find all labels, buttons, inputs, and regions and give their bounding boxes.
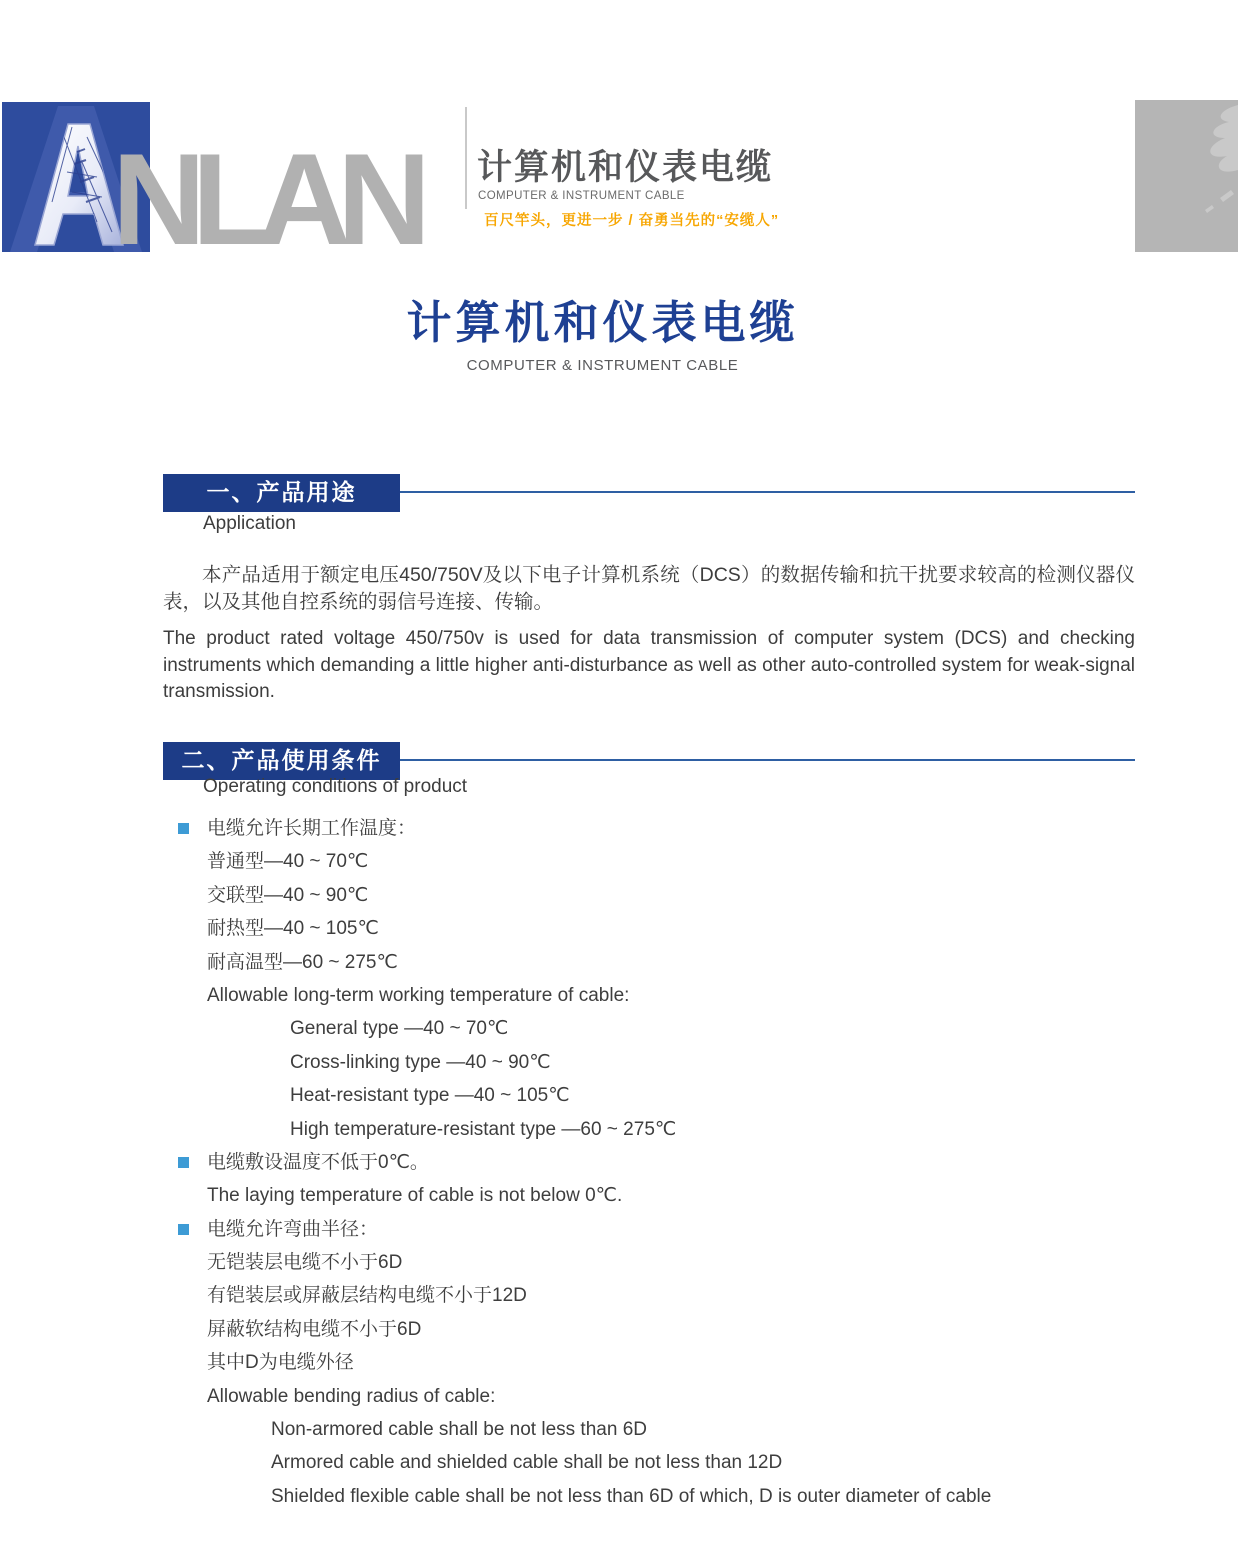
list-item — [163, 1046, 1135, 1079]
list-item — [163, 946, 1135, 979]
section-1-subheading: Application — [203, 513, 296, 534]
header-slogan: 百尺竿头，更进一步 / 奋勇当先的“安缆人” — [484, 213, 780, 229]
header-product-subtitle: COMPUTER & INSTRUMENT CABLE — [478, 190, 685, 202]
section-2-heading: 二、产品使用条件 — [163, 742, 400, 780]
list-item — [163, 1279, 1135, 1312]
list-item-text: 电缆允许长期工作温度： — [207, 818, 417, 839]
header-photo — [1135, 100, 1238, 252]
list-item-text: 屏蔽软结构电缆不小于6D — [207, 1318, 422, 1340]
bullet-square-icon — [178, 1224, 189, 1235]
list-item-text: Non-armored cable shall be not less than 6D — [271, 1419, 647, 1441]
application-paragraph-cn: 本产品适用于额定电压450/750V及以下电子计算机系统（DCS）的数据传输和抗干扰要求较高的检测仪器仪表，以及其他自控系统的弱信号连接、传输。 — [163, 564, 1135, 613]
list-item-text: Allowable long-term working temperature of cable: — [207, 984, 630, 1006]
application-paragraph-en: The product rated voltage 450/750v is used for data transmission of computer system (DCS) and checking instruments which demanding a little higher anti-disturbance as well as other auto-controlled system for weak-signal transmission. — [163, 628, 1135, 703]
list-item — [163, 1346, 1135, 1379]
list-item-text: 耐热型—40 ~ 105℃ — [207, 918, 379, 940]
list-item — [163, 1146, 1135, 1179]
section-operating-conditions — [163, 742, 1135, 1547]
section-heading-bar — [163, 474, 1135, 512]
list-item — [163, 1480, 1135, 1513]
section-2-subheading: Operating conditions of product — [203, 776, 468, 797]
bullet-square-icon — [178, 1157, 189, 1168]
section-1-heading: 一、产品用途 — [163, 474, 400, 512]
page-title: 计算机和仪表电缆 — [406, 297, 799, 348]
list-item — [163, 1313, 1135, 1346]
conditions-list — [163, 812, 1135, 1513]
list-item-text: Armored cable and shielded cable shall be not less than 12D — [271, 1452, 783, 1474]
section-application — [163, 474, 1135, 742]
list-item — [163, 912, 1135, 945]
list-item — [163, 1012, 1135, 1045]
list-item — [163, 1213, 1135, 1246]
list-item-text: 其中D为电缆外径 — [207, 1352, 354, 1374]
header-divider — [465, 107, 467, 209]
list-item-text: Heat-resistant type —40 ~ 105℃ — [290, 1085, 570, 1107]
heading-rule — [400, 759, 1135, 761]
list-item-text: High temperature-resistant type —60 ~ 275℃ — [290, 1118, 677, 1140]
heading-rule — [400, 491, 1135, 493]
list-item — [163, 845, 1135, 878]
page-subtitle: COMPUTER & INSTRUMENT CABLE — [466, 357, 739, 374]
anlan-wordmark: NLAN — [112, 126, 418, 272]
list-item-text: 无铠装层电缆不小于6D — [207, 1252, 403, 1274]
bullet-square-icon — [178, 823, 189, 834]
list-item — [163, 1380, 1135, 1413]
list-item-text: 普通型—40 ~ 70℃ — [207, 851, 369, 873]
list-item — [163, 1413, 1135, 1446]
list-item-text: 电缆敷设温度不低于0℃。 — [207, 1151, 429, 1173]
leaf-branch-icon — [1135, 100, 1238, 252]
list-item — [163, 879, 1135, 912]
list-item-text: 耐高温型—60 ~ 275℃ — [207, 951, 398, 973]
list-item-text: 电缆允许弯曲半径： — [207, 1218, 379, 1240]
list-item-text: Cross-linking type —40 ~ 90℃ — [290, 1051, 551, 1073]
list-item — [163, 1079, 1135, 1112]
list-item — [163, 1446, 1135, 1479]
list-item — [163, 1113, 1135, 1146]
list-item-text: General type —40 ~ 70℃ — [290, 1018, 509, 1040]
list-item — [163, 812, 1135, 845]
list-item-text: Allowable bending radius of cable: — [207, 1385, 496, 1407]
list-item — [163, 1179, 1135, 1212]
list-item-text: Shielded flexible cable shall be not less than 6D of which, D is outer diameter of cable — [271, 1485, 992, 1507]
list-item — [163, 1246, 1135, 1279]
list-item-text: The laying temperature of cable is not below 0℃. — [207, 1185, 623, 1207]
list-item-text: 交联型—40 ~ 90℃ — [207, 884, 369, 906]
list-item-text: 有铠装层或屏蔽层结构电缆不小于12D — [207, 1285, 527, 1307]
list-item — [163, 979, 1135, 1012]
header-product-title: 计算机和仪表电缆 — [477, 148, 774, 187]
